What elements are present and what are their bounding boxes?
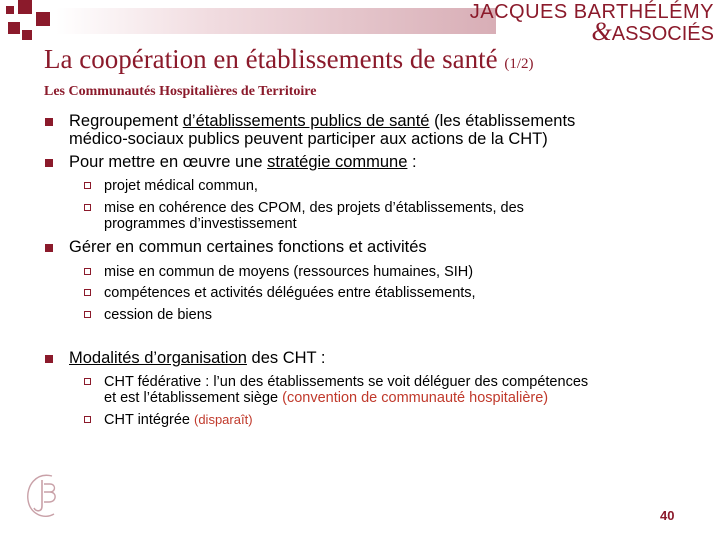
hollow-square-bullet-icon (84, 182, 91, 189)
bullet-1-line1 (69, 112, 575, 130)
bullet-4-sub-1-line1: CHT fédérative : l’un des établissements se voit déléguer des compétences (104, 374, 589, 390)
bullet-1-line2: médico-sociaux publics peuvent participer aux actions de la CHT) (69, 130, 548, 148)
slide-subtitle: Les Communautés Hospitalières de Territoire (44, 84, 317, 99)
hollow-square-bullet-icon (84, 378, 91, 385)
bullet-2-sub-2: mise en cohérence des CPOM, des projets d’établissements, des (104, 200, 524, 216)
square-bullet-icon (45, 355, 53, 363)
title-part: (1/2) (504, 56, 534, 72)
square-bullet-icon (45, 244, 53, 252)
corner-square-2 (18, 0, 32, 14)
corner-square-4 (8, 22, 20, 34)
title-main: La coopération en établissements de santé (44, 44, 498, 74)
square-bullet-icon (45, 118, 53, 126)
square-bullet-icon (45, 159, 53, 167)
bullet-4-sub-1-line2 (104, 390, 548, 406)
bullet-3: Gérer en commun certaines fonctions et activités (69, 238, 427, 256)
bullet-2-pre: Pour mettre en œuvre une (69, 153, 268, 171)
page-number: 40 (660, 508, 675, 523)
hollow-square-bullet-icon (84, 268, 91, 275)
bullet-4 (69, 349, 326, 367)
bullet-4-sub-2-red: (disparaît) (194, 412, 253, 427)
bullet-2-post: : (407, 153, 417, 171)
bullet-2-sub-2-cont: programmes d’investissement (104, 216, 297, 232)
jb-monogram-seal-icon (22, 470, 62, 522)
hollow-square-bullet-icon (84, 204, 91, 211)
hollow-square-bullet-icon (84, 416, 91, 423)
company-logo (470, 2, 714, 44)
bullet-3-sub-2: compétences et activités déléguées entre établissements, (104, 285, 476, 301)
bullet-4-post: des CHT : (246, 349, 326, 367)
bullet-3-sub-3: cession de biens (104, 307, 213, 323)
logo-line2-wrap (470, 17, 714, 46)
bullet-4-sub-2 (104, 412, 253, 428)
bullet-4-sub-1-line2-red: (convention de communauté hospitalière) (282, 390, 549, 406)
corner-square-1 (6, 6, 14, 14)
header-gradient-band (56, 8, 496, 34)
logo-ampersand: & (591, 17, 612, 46)
corner-square-3 (36, 12, 50, 26)
bullet-1-link: d’établissements publics de santé (182, 112, 430, 130)
slide-title (44, 44, 534, 75)
bullet-2-sub-1: projet médical commun, (104, 178, 258, 194)
logo-line2: ASSOCIÉS (611, 23, 714, 45)
bullet-1-pre: Regroupement (69, 112, 183, 130)
bullet-4-link: Modalités d’organisation (69, 349, 247, 367)
corner-square-5 (22, 30, 32, 40)
bullet-1-post: (les établissements (429, 112, 576, 130)
bullet-2 (69, 153, 417, 171)
hollow-square-bullet-icon (84, 311, 91, 318)
bullet-4-sub-2-pre: CHT intégrée (104, 412, 194, 428)
bullet-2-link: stratégie commune (267, 153, 408, 171)
bullet-3-sub-1: mise en commun de moyens (ressources humaines, SIH) (104, 264, 474, 280)
hollow-square-bullet-icon (84, 289, 91, 296)
bullet-4-sub-1-line2-pre: et est l’établissement siège (104, 390, 283, 406)
logo-line1: JACQUES BARTHÉLÉMY (469, 1, 714, 23)
